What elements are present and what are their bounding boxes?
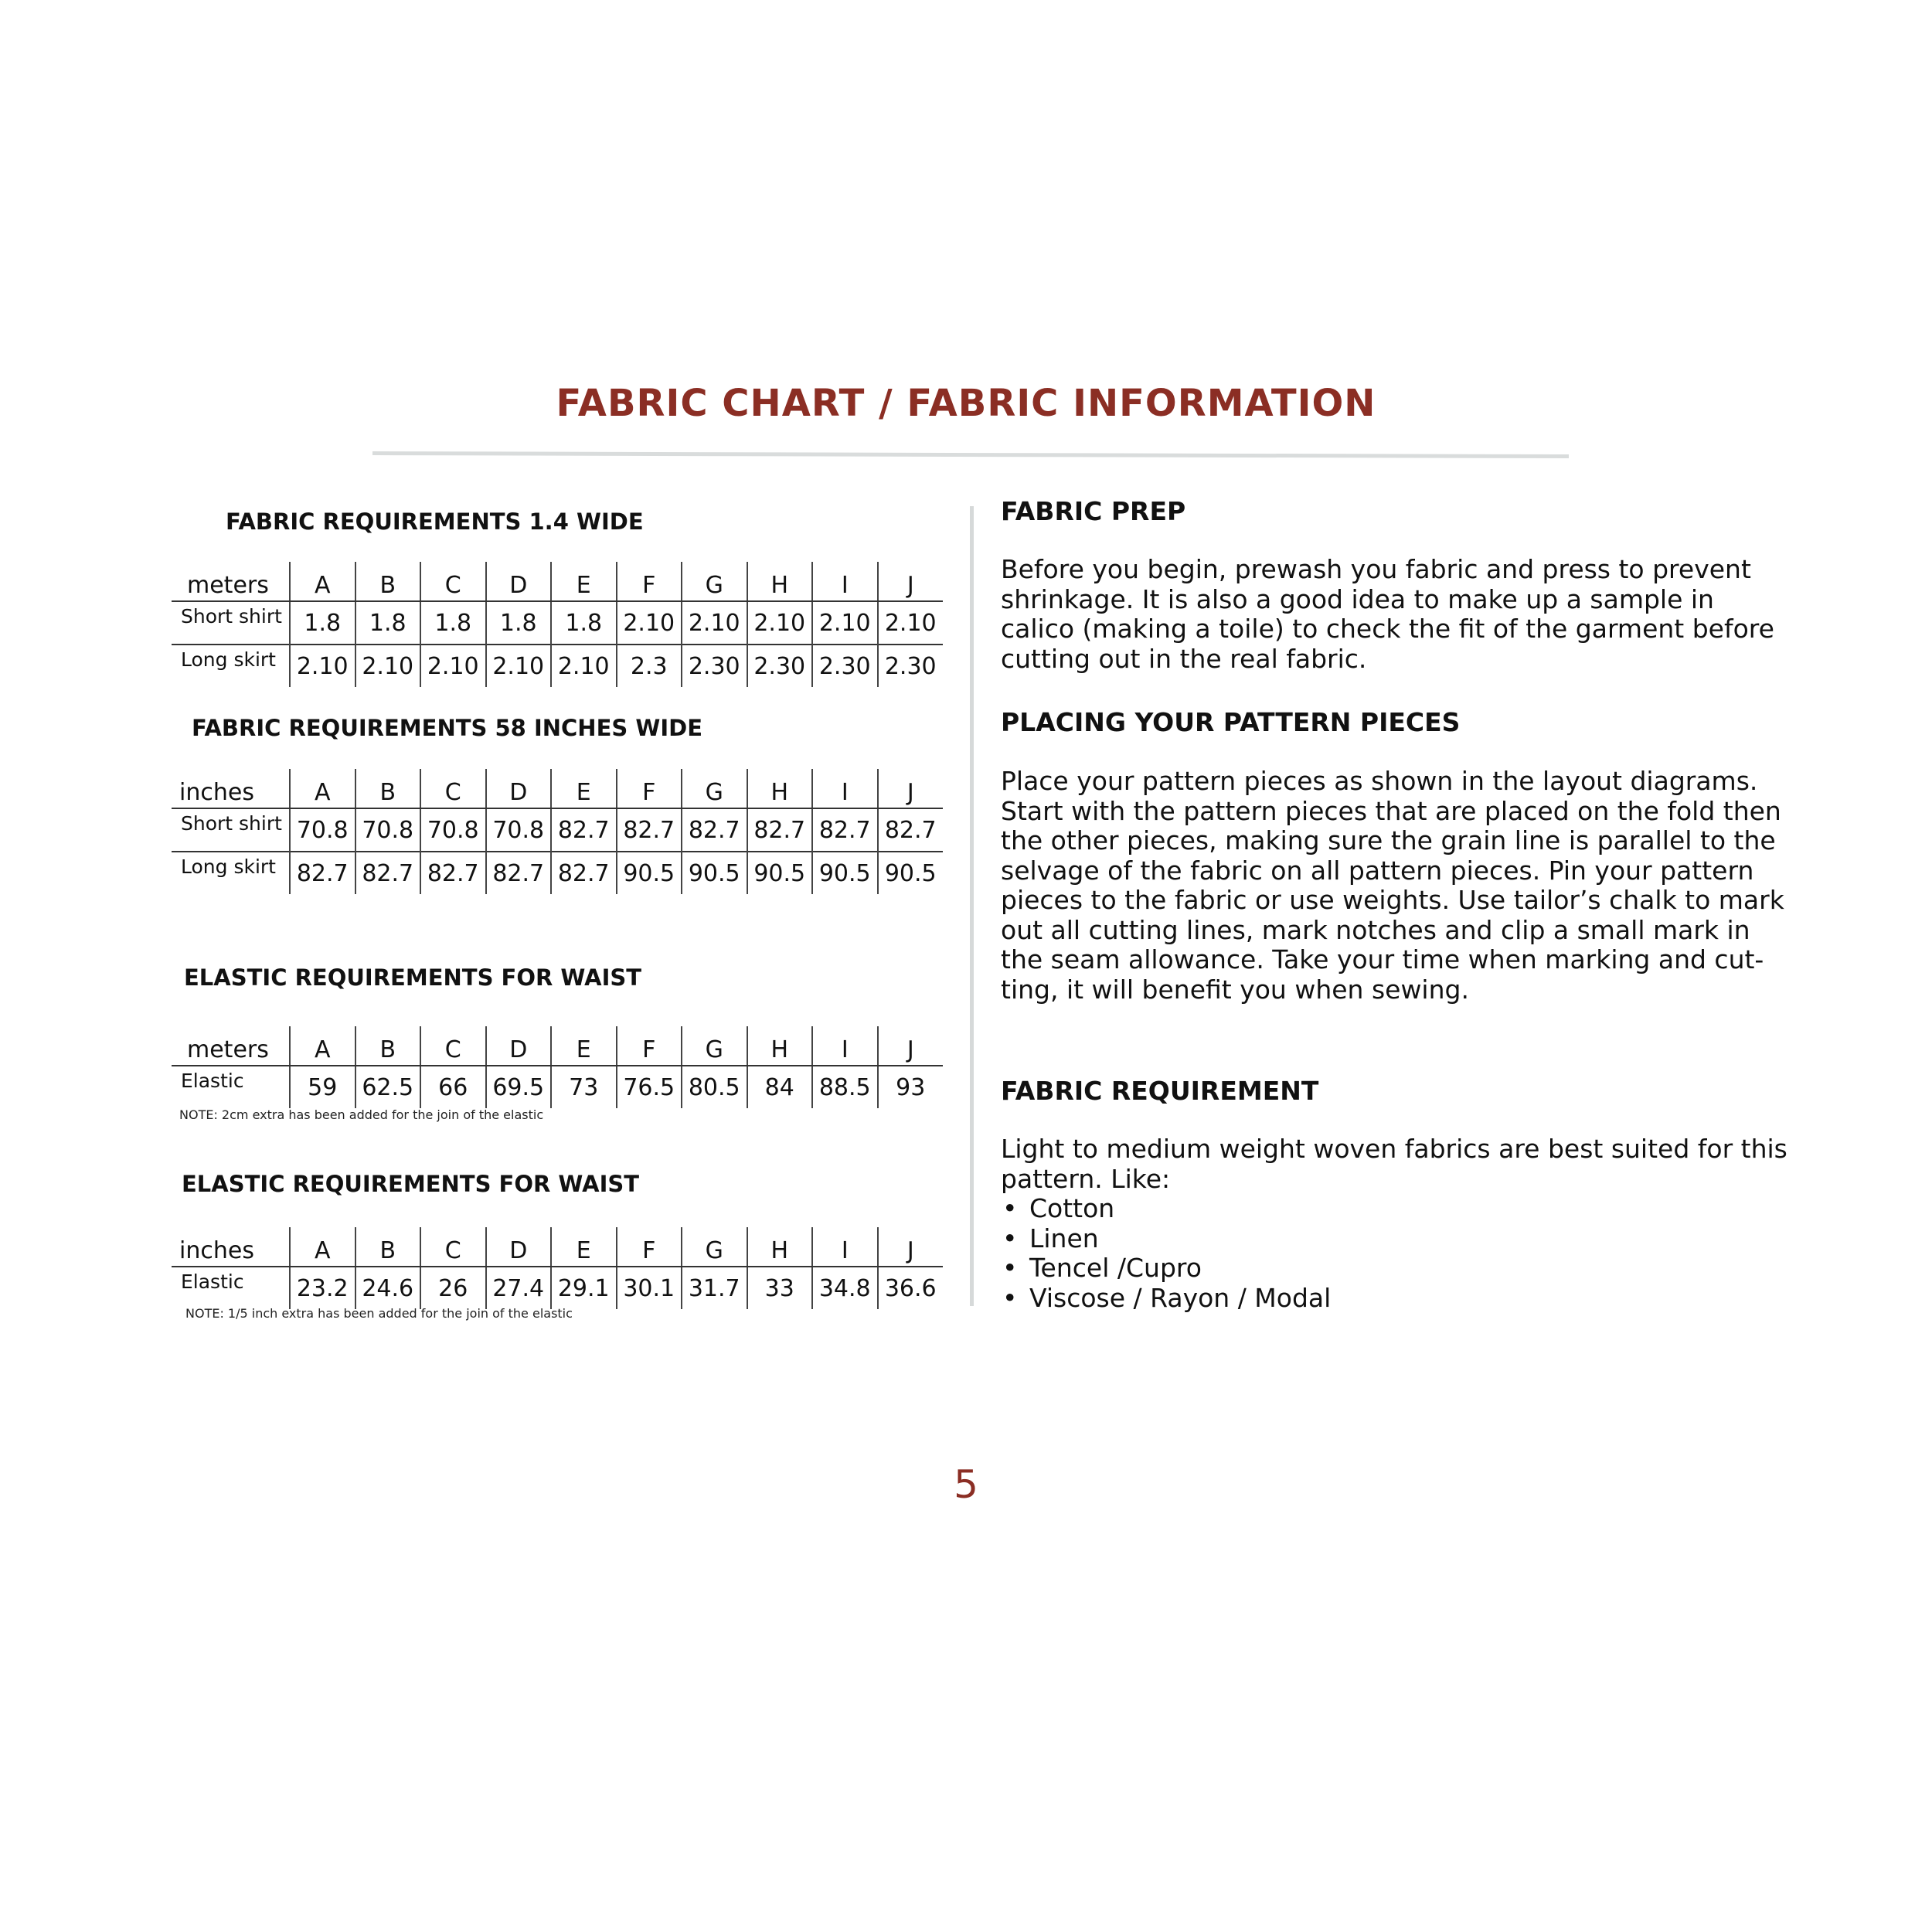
- size-header: I: [812, 1227, 878, 1267]
- list-item: [1001, 1224, 1797, 1254]
- elastic-table-inches: [172, 1227, 943, 1309]
- table-cell: 2.10: [486, 645, 552, 687]
- text-line: out all cutting lines, mark notches and clip a small mark in: [1001, 914, 1750, 945]
- table-cell: 1.8: [420, 601, 486, 645]
- table-cell: 2.30: [812, 645, 878, 687]
- size-header: H: [747, 1026, 813, 1066]
- table-cell: 33: [747, 1267, 813, 1309]
- table-cell: 82.7: [878, 808, 944, 852]
- size-header: I: [812, 1026, 878, 1066]
- size-header: J: [878, 1227, 944, 1267]
- table-cell: 90.5: [747, 852, 813, 894]
- table-cell: 1.8: [355, 601, 421, 645]
- table-cell: 31.7: [682, 1267, 747, 1309]
- table-cell: 2.10: [812, 601, 878, 645]
- table-cell: 82.7: [682, 808, 747, 852]
- table-cell: 82.7: [420, 852, 486, 894]
- table-cell: 1.8: [290, 601, 355, 645]
- table-row: [172, 1267, 943, 1309]
- text-line: Place your pattern pieces as shown in the layout diagrams.: [1001, 766, 1758, 796]
- table-cell: 29.1: [551, 1267, 617, 1309]
- table-cell: 26: [420, 1267, 486, 1309]
- table-cell: 82.7: [355, 852, 421, 894]
- table-row: [172, 1066, 943, 1108]
- table-header-row: [172, 1026, 943, 1066]
- requirement-text: [1001, 1134, 1797, 1313]
- column-divider: [970, 506, 974, 1306]
- text-line: Start with the pattern pieces that are placed on the fold then: [1001, 795, 1781, 826]
- table-cell: 90.5: [878, 852, 944, 894]
- text-line: the other pieces, making sure the grain line is parallel to the: [1001, 825, 1776, 855]
- table-cell: 80.5: [682, 1066, 747, 1108]
- table-cell: 2.10: [290, 645, 355, 687]
- unit-label: inches: [172, 1227, 290, 1267]
- size-header: J: [878, 769, 944, 808]
- table-cell: 82.7: [812, 808, 878, 852]
- table-cell: 70.8: [290, 808, 355, 852]
- size-header: D: [486, 769, 552, 808]
- table-cell: 2.10: [551, 645, 617, 687]
- table-3-heading: ELASTIC REQUIREMENTS FOR WAIST: [184, 964, 642, 991]
- size-header: D: [486, 1227, 552, 1267]
- table-4-heading: ELASTIC REQUIREMENTS FOR WAIST: [182, 1171, 640, 1197]
- table-cell: 76.5: [617, 1066, 682, 1108]
- text-line: the seam allowance. Take your time when marking and cut-: [1001, 944, 1764, 975]
- text-line: pattern. Like:: [1001, 1163, 1171, 1194]
- table-cell: 2.10: [878, 601, 944, 645]
- table-2-heading: FABRIC REQUIREMENTS 58 INCHES WIDE: [192, 715, 703, 741]
- page-title: FABRIC CHART / FABRIC INFORMATION: [556, 382, 1376, 425]
- size-header: C: [420, 1026, 486, 1066]
- size-header: A: [290, 1227, 355, 1267]
- elastic-table-meters: [172, 1026, 943, 1108]
- table-cell: 66: [420, 1066, 486, 1108]
- bullet-icon: •: [1002, 1223, 1018, 1253]
- table-cell: 90.5: [682, 852, 747, 894]
- table-cell: 30.1: [617, 1267, 682, 1309]
- elastic-note-meters: NOTE: 2cm extra has been added for the join of the elastic: [179, 1107, 544, 1122]
- table-cell: 70.8: [420, 808, 486, 852]
- size-header: F: [617, 769, 682, 808]
- size-header: C: [420, 562, 486, 601]
- size-header: C: [420, 769, 486, 808]
- text-line: shrinkage. It is also a good idea to make up a sample in: [1001, 583, 1714, 614]
- size-header: F: [617, 1227, 682, 1267]
- table-cell: 1.8: [486, 601, 552, 645]
- placing-heading: PLACING YOUR PATTERN PIECES: [1001, 707, 1461, 737]
- bullet-icon: •: [1002, 1193, 1018, 1223]
- size-header: B: [355, 1227, 421, 1267]
- table-cell: 2.10: [617, 601, 682, 645]
- size-header: G: [682, 1227, 747, 1267]
- fabric-table-meters: [172, 562, 943, 687]
- unit-label: meters: [172, 1026, 290, 1066]
- size-header: E: [551, 562, 617, 601]
- fabric-prep-heading: FABRIC PREP: [1001, 496, 1186, 526]
- table-cell: 2.10: [747, 601, 813, 645]
- table-cell: 69.5: [486, 1066, 552, 1108]
- bullet-icon: •: [1002, 1253, 1018, 1283]
- table-cell: 70.8: [486, 808, 552, 852]
- table-cell: 2.10: [355, 645, 421, 687]
- page-number: 5: [954, 1462, 978, 1507]
- table-header-row: [172, 1227, 943, 1267]
- size-header: I: [812, 562, 878, 601]
- row-label: Long skirt: [172, 645, 290, 687]
- size-header: J: [878, 562, 944, 601]
- table-cell: 34.8: [812, 1267, 878, 1309]
- row-label: Short shirt: [181, 812, 282, 835]
- size-header: B: [355, 562, 421, 601]
- table-cell: 73: [551, 1066, 617, 1108]
- table-row: [172, 852, 943, 894]
- list-item-label: Tencel /Cupro: [1029, 1253, 1202, 1283]
- table-cell: 59: [290, 1066, 355, 1108]
- elastic-note-inches: NOTE: 1/5 inch extra has been added for the join of the elastic: [185, 1306, 573, 1321]
- table-row: [172, 808, 943, 852]
- bullet-icon: •: [1002, 1282, 1018, 1313]
- size-header: E: [551, 1227, 617, 1267]
- row-label: Elastic: [181, 1270, 244, 1293]
- table-cell: 82.7: [551, 808, 617, 852]
- row-label: Short shirt: [181, 605, 282, 628]
- table-cell: 93: [878, 1066, 944, 1108]
- fabric-table-inches: [172, 769, 943, 894]
- placing-text: [1001, 767, 1797, 1005]
- table-cell: 82.7: [551, 852, 617, 894]
- row-label: Elastic: [181, 1070, 244, 1092]
- list-item: [1001, 1284, 1797, 1314]
- size-header: I: [812, 769, 878, 808]
- size-header: A: [290, 769, 355, 808]
- table-cell: 23.2: [290, 1267, 355, 1309]
- size-header: G: [682, 769, 747, 808]
- table-header-row: [172, 562, 943, 601]
- list-item: [1001, 1253, 1797, 1284]
- table-cell: 90.5: [617, 852, 682, 894]
- table-cell: 2.30: [878, 645, 944, 687]
- table-cell: 82.7: [747, 808, 813, 852]
- table-cell: 1.8: [551, 601, 617, 645]
- size-header: E: [551, 1026, 617, 1066]
- table-cell: 82.7: [486, 852, 552, 894]
- size-header: H: [747, 562, 813, 601]
- size-header: F: [617, 562, 682, 601]
- size-header: B: [355, 1026, 421, 1066]
- text-line: Before you begin, prewash you fabric and press to prevent: [1001, 554, 1751, 584]
- size-header: H: [747, 1227, 813, 1267]
- size-header: G: [682, 1026, 747, 1066]
- size-header: A: [290, 562, 355, 601]
- size-header: D: [486, 562, 552, 601]
- row-label: Long skirt: [172, 852, 290, 894]
- size-header: G: [682, 562, 747, 601]
- text-line: pieces to the fabric or use weights. Use tailor’s chalk to mark: [1001, 885, 1784, 915]
- table-cell: 2.10: [682, 601, 747, 645]
- text-line: cutting out in the real fabric.: [1001, 643, 1367, 674]
- table-header-row: [172, 769, 943, 808]
- table-cell: 2.3: [617, 645, 682, 687]
- text-line: Light to medium weight woven fabrics are best suited for this: [1001, 1134, 1787, 1164]
- table-cell: 24.6: [355, 1267, 421, 1309]
- table-row: [172, 601, 943, 645]
- fabric-prep-text: [1001, 555, 1797, 674]
- table-cell: 27.4: [486, 1267, 552, 1309]
- size-header: A: [290, 1026, 355, 1066]
- list-item-label: Linen: [1029, 1223, 1099, 1253]
- text-line: calico (making a toile) to check the fit of the garment before: [1001, 614, 1774, 644]
- table-cell: 62.5: [355, 1066, 421, 1108]
- text-line: selvage of the fabric on all pattern pieces. Pin your pattern: [1001, 855, 1754, 886]
- table-cell: 82.7: [617, 808, 682, 852]
- list-item-label: Viscose / Rayon / Modal: [1029, 1282, 1332, 1313]
- table-cell: 2.10: [420, 645, 486, 687]
- table-cell: 88.5: [812, 1066, 878, 1108]
- table-cell: 90.5: [812, 852, 878, 894]
- size-header: B: [355, 769, 421, 808]
- unit-label: meters: [172, 562, 290, 601]
- table-row: [172, 645, 943, 687]
- table-cell: 84: [747, 1066, 813, 1108]
- table-cell: 70.8: [355, 808, 421, 852]
- list-item: [1001, 1194, 1797, 1224]
- unit-label: inches: [172, 769, 290, 808]
- table-cell: 36.6: [878, 1267, 944, 1309]
- list-item-label: Cotton: [1029, 1193, 1115, 1223]
- size-header: H: [747, 769, 813, 808]
- size-header: C: [420, 1227, 486, 1267]
- size-header: E: [551, 769, 617, 808]
- requirement-heading: FABRIC REQUIREMENT: [1001, 1076, 1319, 1106]
- table-1-heading: FABRIC REQUIREMENTS 1.4 WIDE: [226, 509, 644, 535]
- fabric-list: [1001, 1194, 1797, 1313]
- size-header: F: [617, 1026, 682, 1066]
- table-cell: 2.30: [682, 645, 747, 687]
- title-rule: [372, 451, 1569, 458]
- table-cell: 2.30: [747, 645, 813, 687]
- table-cell: 82.7: [290, 852, 355, 894]
- text-line: ting, it will benefit you when sewing.: [1001, 974, 1469, 1005]
- size-header: J: [878, 1026, 944, 1066]
- size-header: D: [486, 1026, 552, 1066]
